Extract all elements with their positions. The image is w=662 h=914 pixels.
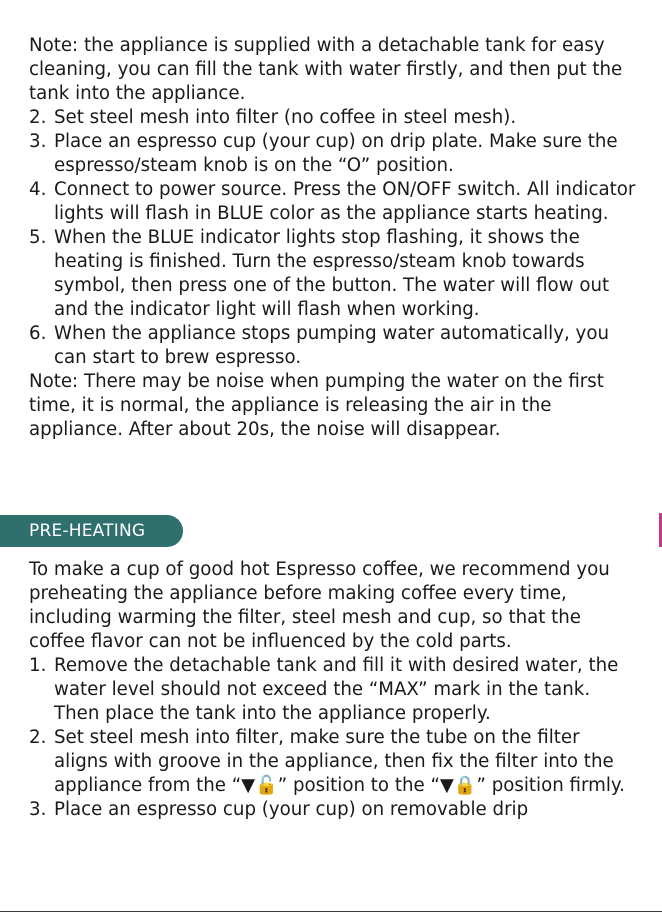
list-item [29, 226, 639, 322]
step-text: Set steel mesh into filter (no coffee in steel mesh). [54, 107, 517, 128]
list-item [29, 178, 639, 226]
step-number: 3. [29, 131, 47, 152]
step-number: 3. [29, 799, 47, 820]
steps-list [29, 106, 639, 370]
step-number: 2. [29, 727, 47, 748]
step-text: Place an espresso cup (your cup) on removable drip [54, 799, 529, 820]
list-item [29, 654, 639, 726]
step-text: Set steel mesh into filter, make sure the tube on the filter aligns with groove in the appliance, then fix the filter into the appliance from the “▼🔓” position to the “▼🔒” position firmly. [54, 727, 625, 796]
step-number: 6. [29, 323, 47, 344]
step-text: When the BLUE indicator lights stop flashing, it shows the heating is finished. Turn the espresso/steam knob towards symbol, then press one of the button. The water will flow out and the indicator light will flash when working. [54, 227, 610, 320]
step-text: Remove the detachable tank and fill it with desired water, the water level should not exceed the “MAX” mark in the tank. Then place the tank into the appliance properly. [54, 655, 619, 724]
list-item [29, 106, 639, 130]
list-item [29, 798, 639, 822]
step-number: 4. [29, 179, 47, 200]
intro-note: Note: the appliance is supplied with a detachable tank for easy cleaning, you can fill the tank with water firstly, and then put the tank into the appliance. [29, 35, 623, 104]
list-item [29, 322, 639, 370]
closing-note: Note: There may be noise when pumping the water on the first time, it is normal, the appliance is releasing the air in the appliance. After about 20s, the noise will disappear. [29, 371, 604, 440]
step-text: Connect to power source. Press the ON/OFF switch. All indicator lights will flash in BLUE color as the appliance starts heating. [54, 179, 636, 224]
preheating-intro: To make a cup of good hot Espresso coffee, we recommend you preheating the appliance before making coffee every time, including warming the filter, steel mesh and cup, so that the coffee flavor can not be influenced by the cold parts. [29, 559, 610, 652]
step-number: 1. [29, 655, 47, 676]
section-title: PRE-HEATING [29, 521, 146, 541]
section-header-bar [0, 515, 183, 547]
bottom-divider [0, 911, 662, 912]
preheating-steps-list [29, 654, 639, 822]
preheating-instructions [29, 558, 639, 822]
step-number: 5. [29, 227, 47, 248]
step-number: 2. [29, 107, 47, 128]
step-text: When the appliance stops pumping water automatically, you can start to brew espresso. [54, 323, 609, 368]
list-item [29, 130, 639, 178]
list-item [29, 726, 639, 798]
step-text: Place an espresso cup (your cup) on drip plate. Make sure the espresso/steam knob is on the “O” position. [54, 131, 618, 176]
instructions-continued [29, 34, 639, 442]
